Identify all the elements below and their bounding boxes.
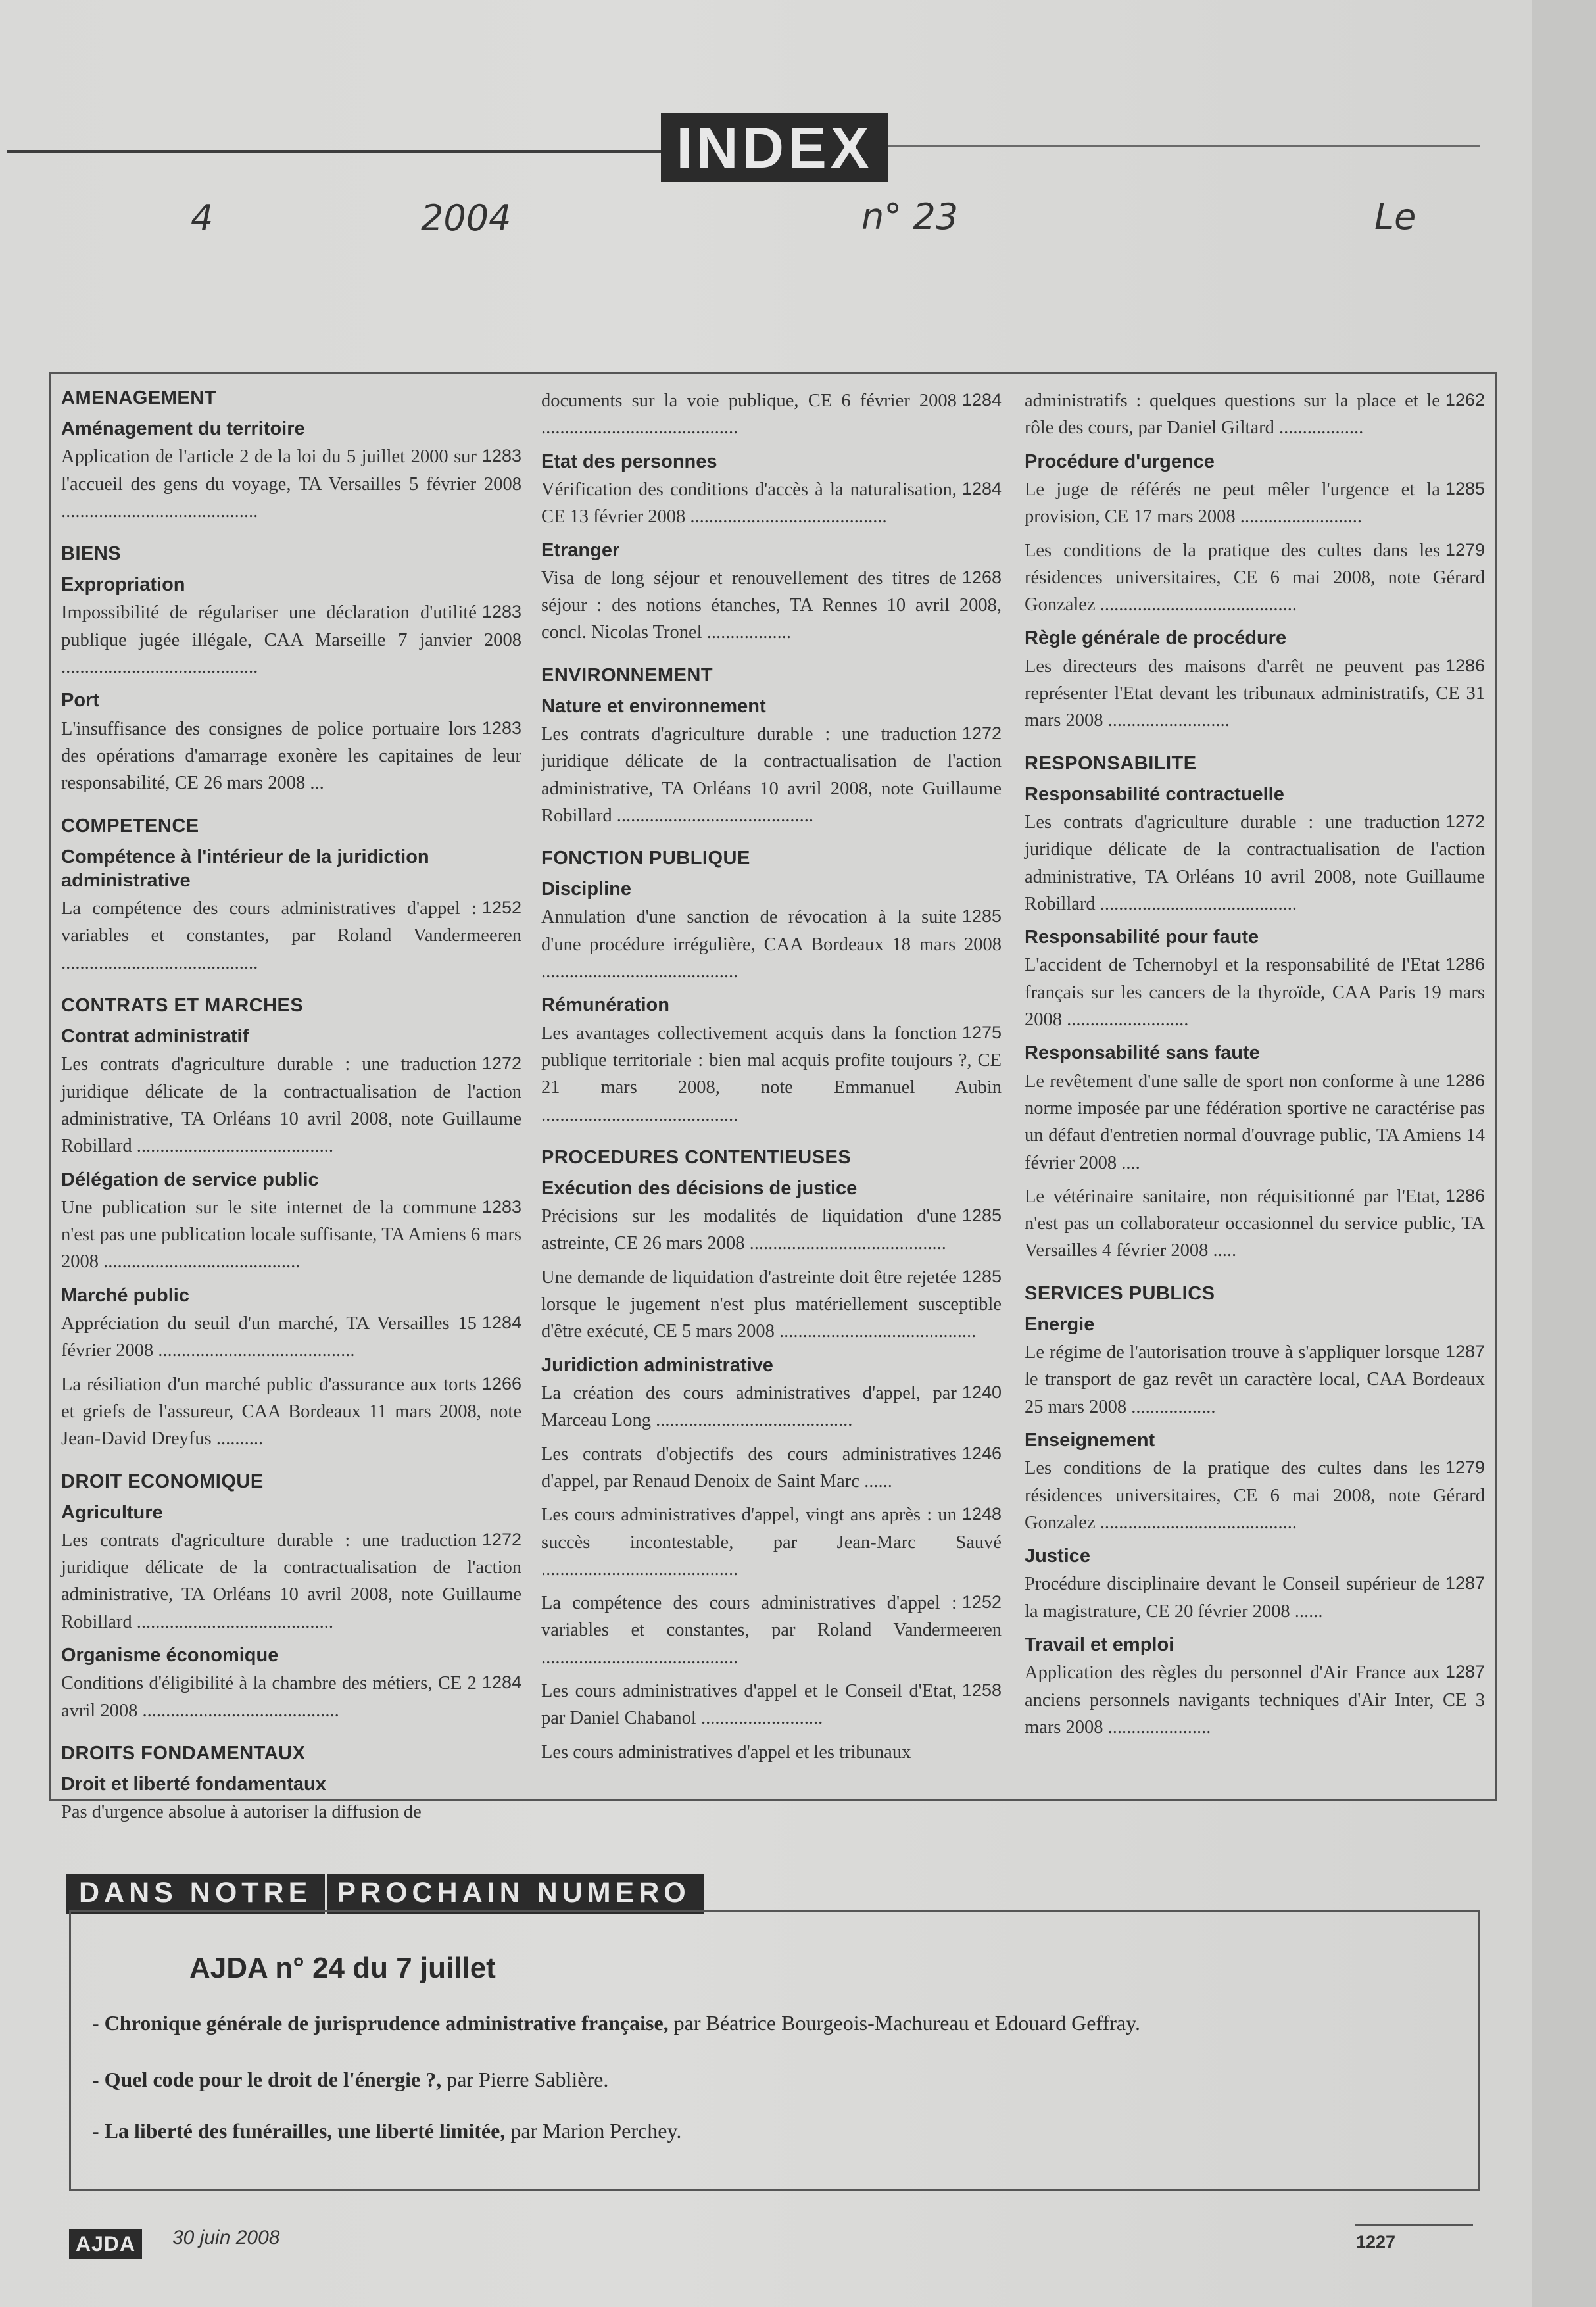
index-column-1 [61, 387, 521, 1832]
entry-text: Les cours administratives d'appel et les tribunaux [541, 1741, 911, 1762]
index-entry [1025, 1068, 1485, 1177]
entry-text: La compétence des cours administratives d'appel : variables et constantes, par Roland Vandermeeren .......................................... [541, 1593, 1002, 1668]
subsection-heading: Responsabilité contractuelle [1025, 783, 1284, 805]
entry-page-number: 1266 [481, 1373, 521, 1394]
entry-page-number: 1272 [481, 1054, 521, 1074]
entry-text: Le régime de l'autorisation trouve à s'appliquer lorsque le transport de gaz revêt un caractère local, CAA Bordeaux 25 mars 2008 .................. [1025, 1342, 1485, 1417]
subsection-heading: Juridiction administrative [541, 1354, 773, 1376]
section-heading: AMENAGEMENT [61, 387, 216, 408]
subsection-heading: Travail et emploi [1025, 1634, 1174, 1655]
section-heading: RESPONSABILITE [1025, 752, 1197, 774]
entry-page-number: 1272 [481, 1529, 521, 1549]
subsection-heading: Nature et environnement [541, 695, 766, 717]
subsection-heading: Exécution des décisions de justice [541, 1177, 858, 1199]
footer-date: 30 juin 2008 [172, 2227, 280, 2248]
entry-text: Procédure disciplinaire devant le Conseil supérieur de la magistrature, CE 20 février 2008 ...... [1025, 1574, 1440, 1622]
subsection-heading: Justice [1025, 1545, 1090, 1567]
index-entry [1025, 653, 1485, 735]
entry-page-number: 1286 [1445, 1185, 1485, 1205]
index-entry [1025, 387, 1485, 442]
entry-text: Les conditions de la pratique des cultes dans les résidences universitaires, CE 6 mai 2008, note Gérard Gonzalez .......................................... [1025, 1458, 1485, 1533]
subsection-heading: Agriculture [61, 1501, 163, 1523]
subsection-heading: Rémunération [541, 994, 669, 1016]
index-entry [541, 904, 1002, 985]
entry-page-number: 1286 [1445, 655, 1485, 675]
entry-page-number: 1285 [1445, 478, 1485, 498]
subsection-heading: Etat des personnes [541, 450, 717, 472]
page-number: 1227 [1356, 2232, 1396, 2252]
section-heading: PROCEDURES CONTENTIEUSES [541, 1146, 852, 1168]
entry-page-number: 1275 [961, 1022, 1002, 1042]
subsection-heading: Marché public [61, 1284, 189, 1306]
index-entry [541, 1739, 1002, 1766]
next-issue-label-1: DANS NOTRE [66, 1874, 325, 1914]
entry-text: Les contrats d'agriculture durable : une traduction juridique délicate de la contractualisation de l'action administrative, TA Orléans 10 avril 2008, note Guillaume Robillard .......................................... [61, 1530, 521, 1632]
index-entry [1025, 1659, 1485, 1741]
index-entry [1025, 537, 1485, 619]
index-column-2 [541, 387, 1002, 1772]
entry-text: Le vétérinaire sanitaire, non réquisitionné par l'Etat, n'est pas un collaborateur occasionnel du service public, TA Versailles 4 février 2008 ..... [1025, 1186, 1485, 1261]
section-heading: BIENS [61, 543, 122, 565]
entry-page-number: 1240 [961, 1382, 1002, 1402]
entry-text: Impossibilité de régulariser une déclaration d'utilité publique jugée illégale, CAA Marseille 7 janvier 2008 .......................................... [61, 602, 521, 678]
entry-page-number: 1283 [481, 1196, 521, 1217]
index-entry [1025, 952, 1485, 1033]
entry-text: administratifs : quelques questions sur la place et le rôle des cours, par Daniel Giltard .................. [1025, 391, 1440, 439]
entry-text: Les directeurs des maisons d'arrêt ne peuvent pas représenter l'Etat devant les tribunaux administratifs, CE 31 mars 2008 .......................... [1025, 656, 1485, 731]
entry-text: Une publication sur le site internet de la commune n'est pas une publication locale suffisante, TA Amiens 6 mars 2008 .......................................... [61, 1197, 521, 1273]
index-title: INDEX [661, 113, 888, 182]
entry-text: Les cours administratives d'appel et le Conseil d'Etat, par Daniel Chabanol .......................... [541, 1681, 957, 1729]
entry-text: Application des règles du personnel d'Air France aux anciens personnels navigants techniques d'Air Inter, CE 3 mars 2008 ...................... [1025, 1663, 1485, 1737]
next-issue-box [69, 1910, 1480, 2191]
entry-text: Le revêtement d'une salle de sport non conforme à une norme imposée par une fédération sportive ne caractérise pas un défaut d'entretien normal d'ouvrage public, TA Amiens 14 février 2008 .... [1025, 1071, 1485, 1173]
subsection-heading: Compétence à l'intérieur de la juridiction administrative [61, 846, 429, 891]
entry-page-number: 1285 [961, 1266, 1002, 1286]
handwritten-note-2: 2004 [421, 197, 512, 239]
subsection-heading: Expropriation [61, 574, 185, 596]
subsection-heading: Aménagement du territoire [61, 418, 305, 439]
entry-text: L'accident de Tchernobyl et la responsabilité de l'Etat français sur les cancers de la thyroïde, CAA Paris 19 mars 2008 .......................... [1025, 955, 1485, 1030]
entry-page-number: 1287 [1445, 1573, 1485, 1593]
entry-text: La compétence des cours administratives d'appel : variables et constantes, par Roland Vandermeeren .......................................... [61, 898, 521, 973]
entry-page-number: 1272 [961, 723, 1002, 743]
entry-page-number: 1287 [1445, 1662, 1485, 1682]
index-column-3 [1025, 387, 1485, 1747]
index-entry [541, 1590, 1002, 1671]
next-issue-item-author: par Marion Perchey. [505, 2119, 682, 2143]
next-issue-item-title: - Quel code pour le droit de l'énergie ?, [92, 2068, 442, 2091]
index-entry [1025, 476, 1485, 531]
header-rule [7, 150, 664, 153]
entry-text: Les contrats d'agriculture durable : une traduction juridique délicate de la contractualisation de l'action administrative, TA Orléans 10 avril 2008, note Guillaume Robillard .......................................... [1025, 812, 1485, 914]
subsection-heading: Organisme économique [61, 1645, 279, 1666]
next-issue-item [92, 2119, 681, 2143]
entry-text: Application de l'article 2 de la loi du 5 juillet 2000 sur l'accueil des gens du voyage, TA Versailles 5 février 2008 .......................................... [61, 447, 521, 522]
next-issue-item-author: par Béatrice Bourgeois-Machureau et Edouard Geffray. [668, 2011, 1140, 2035]
entry-text: Visa de long séjour et renouvellement des titres de séjour : des notions étanches, TA Rennes 10 avril 2008, concl. Nicolas Tronel .................. [541, 568, 1002, 643]
entry-page-number: 1268 [961, 567, 1002, 587]
entry-page-number: 1248 [961, 1504, 1002, 1524]
handwritten-note-3: n° 23 [861, 196, 959, 237]
index-entry [541, 476, 1002, 531]
index-entry [541, 1380, 1002, 1434]
ajda-logo: AJDA [69, 2229, 142, 2259]
index-entry [1025, 1455, 1485, 1536]
entry-text: Les contrats d'agriculture durable : une traduction juridique délicate de la contractualisation de l'action administrative, TA Orléans 10 avril 2008, note Guillaume Robillard .......................................... [61, 1054, 521, 1157]
next-issue-item [92, 2068, 608, 2092]
index-entry [61, 1310, 521, 1365]
entry-text: Les contrats d'objectifs des cours administratives d'appel, par Renaud Denoix de Saint Marc ...... [541, 1444, 957, 1492]
next-issue-item-title: - La liberté des funérailles, une liberté limitée, [92, 2119, 506, 2143]
subsection-heading: Energie [1025, 1313, 1095, 1335]
index-entry [61, 1799, 521, 1826]
adjacent-page-edge [1532, 0, 1596, 2307]
header-rule-right [888, 145, 1480, 147]
entry-page-number: 1284 [961, 390, 1002, 410]
entry-page-number: 1279 [1445, 539, 1485, 560]
subsection-heading: Droit et liberté fondamentaux [61, 1773, 326, 1795]
subsection-heading: Responsabilité sans faute [1025, 1042, 1260, 1064]
entry-text: Les cours administratives d'appel, vingt ans après : un succès incontestable, par Jean-Marc Sauvé .......................................... [541, 1505, 1002, 1580]
section-heading: FONCTION PUBLIQUE [541, 848, 750, 869]
index-entry [541, 565, 1002, 646]
entry-page-number: 1286 [1445, 1070, 1485, 1090]
entry-page-number: 1285 [961, 1205, 1002, 1226]
index-entry [61, 1527, 521, 1636]
entry-text: Appréciation du seuil d'un marché, TA Versailles 15 février 2008 .......................................... [61, 1313, 477, 1361]
entry-page-number: 1284 [481, 1312, 521, 1332]
entry-text: La création des cours administratives d'appel, par Marceau Long .......................................... [541, 1382, 957, 1431]
index-entry [61, 1051, 521, 1159]
section-heading: CONTRATS ET MARCHES [61, 995, 304, 1016]
next-issue-item-title: - Chronique générale de jurisprudence administrative française, [92, 2011, 669, 2035]
next-issue-label-2: PROCHAIN NUMERO [327, 1874, 703, 1914]
entry-text: Conditions d'éligibilité à la chambre des métiers, CE 2 avril 2008 .......................................... [61, 1673, 477, 1721]
index-entry [541, 721, 1002, 829]
entry-page-number: 1283 [481, 446, 521, 466]
entry-text: Une demande de liquidation d'astreinte doit être rejetée lorsque le jugement n'est plus matériellement susceptible d'être exécuté, CE 5 mars 2008 .......................................... [541, 1267, 1002, 1342]
entry-text: Les conditions de la pratique des cultes dans les résidences universitaires, CE 6 mai 2008, note Gérard Gonzalez .......................................... [1025, 540, 1485, 616]
entry-page-number: 1284 [961, 478, 1002, 498]
entry-page-number: 1252 [481, 898, 521, 918]
subsection-heading: Responsabilité pour faute [1025, 927, 1259, 948]
index-entry [541, 1020, 1002, 1129]
entry-text: Vérification des conditions d'accès à la naturalisation, CE 13 février 2008 .......................................... [541, 479, 957, 527]
subsection-heading: Port [61, 690, 99, 712]
section-heading: SERVICES PUBLICS [1025, 1282, 1215, 1304]
footer-rule [1355, 2224, 1473, 2226]
handwritten-note-1: 4 [191, 197, 214, 239]
entry-text: Annulation d'une sanction de révocation à la suite d'une procédure irrégulière, CAA Bordeaux 18 mars 2008 .......................................... [541, 907, 1002, 983]
entry-page-number: 1258 [961, 1680, 1002, 1701]
entry-page-number: 1246 [961, 1443, 1002, 1463]
subsection-heading: Discipline [541, 879, 631, 900]
section-heading: ENVIRONNEMENT [541, 664, 713, 686]
section-heading: DROITS FONDAMENTAUX [61, 1742, 306, 1764]
entry-page-number: 1272 [1445, 811, 1485, 831]
entry-text: Précisions sur les modalités de liquidation d'une astreinte, CE 26 mars 2008 .......................................... [541, 1206, 957, 1254]
section-heading: DROIT ECONOMIQUE [61, 1470, 264, 1492]
next-issue-item-author: par Pierre Sablière. [441, 2068, 609, 2091]
index-entry [61, 716, 521, 797]
next-issue-item [92, 2011, 1140, 2035]
index-entry [541, 1501, 1002, 1583]
index-entry [541, 1203, 1002, 1257]
section-heading: COMPETENCE [61, 815, 199, 837]
index-entry [61, 895, 521, 977]
entry-page-number: 1286 [1445, 954, 1485, 975]
index-entry [61, 599, 521, 681]
index-box [49, 372, 1497, 1823]
subsection-heading: Contrat administratif [61, 1026, 249, 1047]
entry-text: Le juge de référés ne peut mêler l'urgence et la provision, CE 17 mars 2008 .......................... [1025, 479, 1440, 527]
index-entry [541, 1441, 1002, 1495]
entry-text: Pas d'urgence absolue à autoriser la diffusion de [61, 1802, 422, 1823]
index-entry [1025, 1183, 1485, 1265]
entry-text: L'insuffisance des consignes de police portuaire lors des opérations d'amarrage exonère les capitaines de leur responsabilité, CE 26 mars 2008 ... [61, 718, 521, 794]
entry-page-number: 1287 [1445, 1342, 1485, 1361]
subsection-heading: Règle générale de procédure [1025, 627, 1287, 649]
index-entry [1025, 1570, 1485, 1625]
entry-page-number: 1262 [1445, 390, 1485, 410]
handwritten-note-4: Le [1374, 196, 1416, 237]
index-entry [61, 1194, 521, 1276]
entry-text: documents sur la voie publique, CE 6 février 2008 .......................................... [541, 391, 957, 439]
index-entry [61, 443, 521, 525]
subsection-heading: Délégation de service public [61, 1169, 319, 1190]
entry-page-number: 1283 [481, 602, 521, 622]
index-entry [1025, 1339, 1485, 1421]
entry-page-number: 1252 [961, 1592, 1002, 1613]
next-issue-heading [66, 1874, 704, 1914]
subsection-heading: Procédure d'urgence [1025, 450, 1215, 472]
entry-page-number: 1285 [961, 906, 1002, 927]
entry-page-number: 1284 [481, 1672, 521, 1693]
entry-text: Les contrats d'agriculture durable : une traduction juridique délicate de la contractualisation de l'action administrative, TA Orléans 10 avril 2008, note Guillaume Robillard .......................................... [541, 723, 1002, 826]
entry-text: La résiliation d'un marché public d'assurance aux torts et griefs de l'assureur, CAA Bordeaux 11 mars 2008, note Jean-David Dreyfus .......... [61, 1374, 521, 1449]
entry-page-number: 1279 [1445, 1457, 1485, 1478]
entry-text: Les avantages collectivement acquis dans la fonction publique territoriale : bien mal acquis profite toujours ?, CE 21 mars 2008, note Emmanuel Aubin .......................................... [541, 1023, 1002, 1125]
index-entry [1025, 809, 1485, 917]
entry-page-number: 1283 [481, 717, 521, 738]
subsection-heading: Etranger [541, 539, 620, 561]
index-entry [541, 1264, 1002, 1346]
index-entry [541, 1678, 1002, 1732]
subsection-heading: Enseignement [1025, 1429, 1155, 1451]
index-entry [541, 387, 1002, 442]
index-entry [61, 1371, 521, 1453]
next-issue-title: AJDA n° 24 du 7 juillet [189, 1952, 496, 1984]
index-entry [61, 1670, 521, 1724]
